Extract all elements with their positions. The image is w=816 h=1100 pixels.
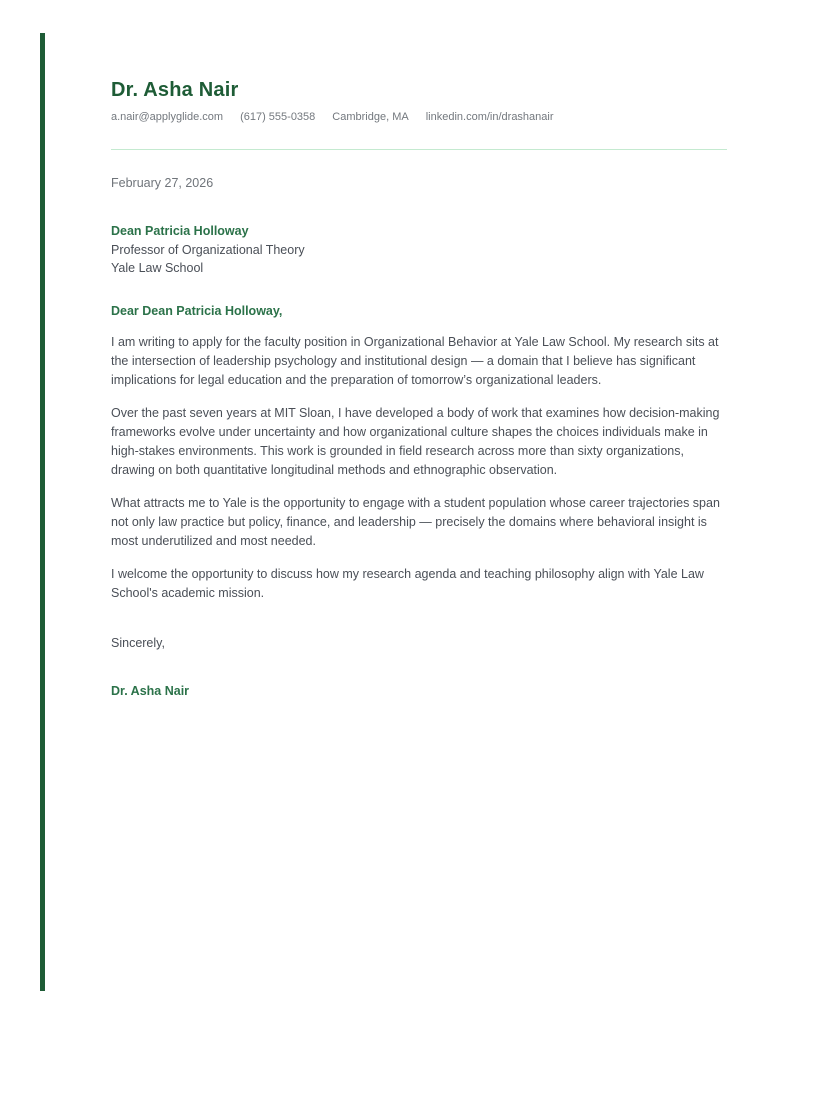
- salutation: Dear Dean Patricia Holloway,: [111, 303, 283, 318]
- recipient-title: Professor of Organizational Theory: [111, 242, 305, 257]
- letter-body: [111, 333, 727, 603]
- body-paragraph: I am writing to apply for the faculty position in Organizational Behavior at Yale Law School. My research sits at the intersection of leadership psychology and institutional design — a domain that I believe has significant implications for legal education and the preparation of tomorrow’s organizational leaders.: [111, 334, 719, 387]
- contact-location: Cambridge, MA: [332, 111, 409, 123]
- contact-phone: (617) 555-0358: [240, 111, 316, 123]
- header-divider: [111, 149, 727, 150]
- contact-email: a.nair@applyglide.com: [111, 111, 224, 123]
- recipient-name: Dean Patricia Holloway: [111, 224, 249, 238]
- sender-name-heading: Dr. Asha Nair: [111, 79, 239, 101]
- contact-info-row: [111, 110, 727, 124]
- signature-name: Dr. Asha Nair: [111, 683, 190, 698]
- letter-content: [111, 0, 727, 701]
- body-paragraph: I welcome the opportunity to discuss how my research agenda and teaching philosophy align with Yale Law School's academic mission.: [111, 566, 704, 600]
- body-paragraph: What attracts me to Yale is the opportunity to engage with a student population whose career trajectories span not only law practice but policy, finance, and leadership — precisely the domains where behavioral insight is most underutilized and most needed.: [111, 495, 720, 548]
- closing-line: Sincerely,: [111, 635, 165, 650]
- letter-date: February 27, 2026: [111, 176, 214, 190]
- body-paragraph: Over the past seven years at MIT Sloan, I have developed a body of work that examines how decision-making frameworks evolve under uncertainty and how organizational culture shapes the choices individuals make in high-stakes environments. This work is grounded in field research across more than sixty organizations, drawing on both quantitative longitudinal methods and ethnographic observation.: [111, 405, 720, 477]
- left-accent-bar: [40, 33, 45, 991]
- recipient-organization: Yale Law School: [111, 261, 204, 275]
- recipient-block: [111, 222, 727, 278]
- contact-linkedin: linkedin.com/in/drashanair: [425, 111, 554, 123]
